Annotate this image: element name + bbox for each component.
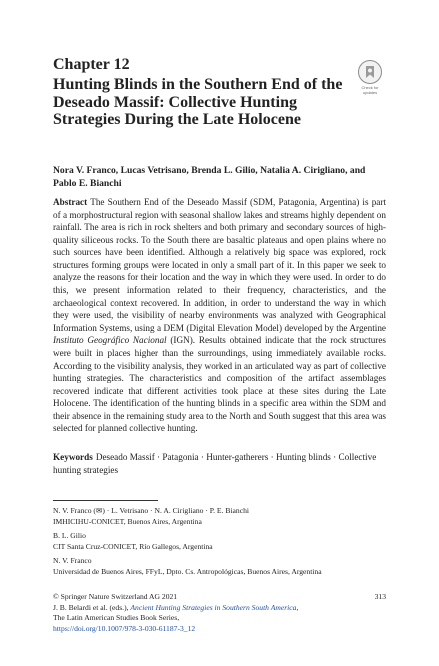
- footnote-divider: [53, 500, 158, 501]
- keywords: [53, 451, 386, 476]
- abstract-italic-institution: Instituto Geográfico Nacional: [53, 335, 167, 346]
- check-for-updates-badge[interactable]: [357, 60, 383, 95]
- badge-text-line1: Check for: [361, 85, 379, 90]
- affiliation-block: [53, 531, 386, 552]
- abstract-text-part2: (IGN). Results obtained indicate that the rock structures were built in places higher than the surroundings, using immediately available rocks. According to the visibility analysis, they worked in an articulated way as part of collective hunting strategies. The characteristics and composition of the artifact assemblages recovered indicate that different activities took place at these sites during the Late Holocene. The identification of the hunting blinds in a specific area within the SDM and their absence in the remaining study area to the North and South suggest that this area was selected for planned collective hunting.: [53, 335, 386, 434]
- affiliation-institution: IMHICIHU-CONICET, Buenos Aires, Argentina: [53, 516, 202, 526]
- affiliation-block: [53, 506, 386, 527]
- series-line: The Latin American Studies Book Series,: [53, 613, 180, 623]
- citation-prefix: J. B. Belardi et al. (eds.),: [53, 602, 131, 612]
- affiliation-names: B. L. Gilio: [53, 531, 86, 541]
- book-title-link[interactable]: Ancient Hunting Strategies in Southern South America: [130, 602, 297, 612]
- publication-footer: [53, 592, 386, 634]
- affiliation-institution: Universidad de Buenos Aires, FFyL, Dpto. Cs. Antropológicas, Buenos Aires, Argentina: [53, 566, 322, 576]
- copyright-line: © Springer Nature Switzerland AG 2021: [53, 592, 178, 601]
- bookmark-icon: [358, 60, 382, 84]
- abstract-heading: Abstract: [53, 197, 88, 207]
- keywords-heading: Keywords: [53, 452, 93, 462]
- affiliation-names: N. V. Franco: [53, 556, 92, 566]
- chapter-label: Chapter 12: [53, 56, 130, 73]
- affiliations: [53, 506, 386, 582]
- doi-link[interactable]: https://doi.org/10.1007/978-3-030-61187-3_12: [53, 623, 196, 633]
- abstract: [53, 196, 386, 435]
- keywords-text: Deseado Massif · Patagonia · Hunter-gatherers · Hunting blinds · Collective hunting strategies: [53, 452, 377, 475]
- affiliation-institution: CIT Santa Cruz-CONICET, Río Gallegos, Argentina: [53, 541, 213, 551]
- badge-text-line2: updates: [362, 89, 378, 95]
- page-number: 313: [374, 592, 386, 601]
- abstract-text-part1: The Southern End of the Deseado Massif (SDM, Patagonia, Argentina) is part of a morphostructural region with seasonal shallow lakes and streams highly dependent on rainfall. The area is rich in rock shelters and both primary and secondary sources of high-quality siliceous rocks. To the South there are basaltic plateaus and open plains where no such sources have been identified. Although a relatively big space was explored, rock structures forming groups were located in only a small part of it. In this paper we seek to analyze the reasons for their location and the way in which they were used. In order to do this, we present information related to their frequency, characteristics, and the archaeological context recovered. In addition, in order to understand the way in which they were used, the visibility of nearby environments was analyzed with Geographical Information Systems, using a DEM (Digital Elevation Model) developed by the Argentine: [53, 197, 386, 333]
- affiliation-block: [53, 556, 386, 577]
- chapter-title: Hunting Blinds in the Southern End of the Deseado Massif: Collective Hunting Strategies During the Late Holocene: [53, 76, 343, 128]
- citation-suffix: ,: [296, 602, 299, 612]
- author-list: Nora V. Franco, Lucas Vetrisano, Brenda L. Gilio, Natalia A. Cirigliano, and Pablo E. Bianchi: [53, 165, 366, 189]
- affiliation-names: N. V. Franco (✉) · L. Vetrisano · N. A. Cirigliano · P. E. Bianchi: [53, 506, 249, 515]
- citation-line: [53, 603, 386, 614]
